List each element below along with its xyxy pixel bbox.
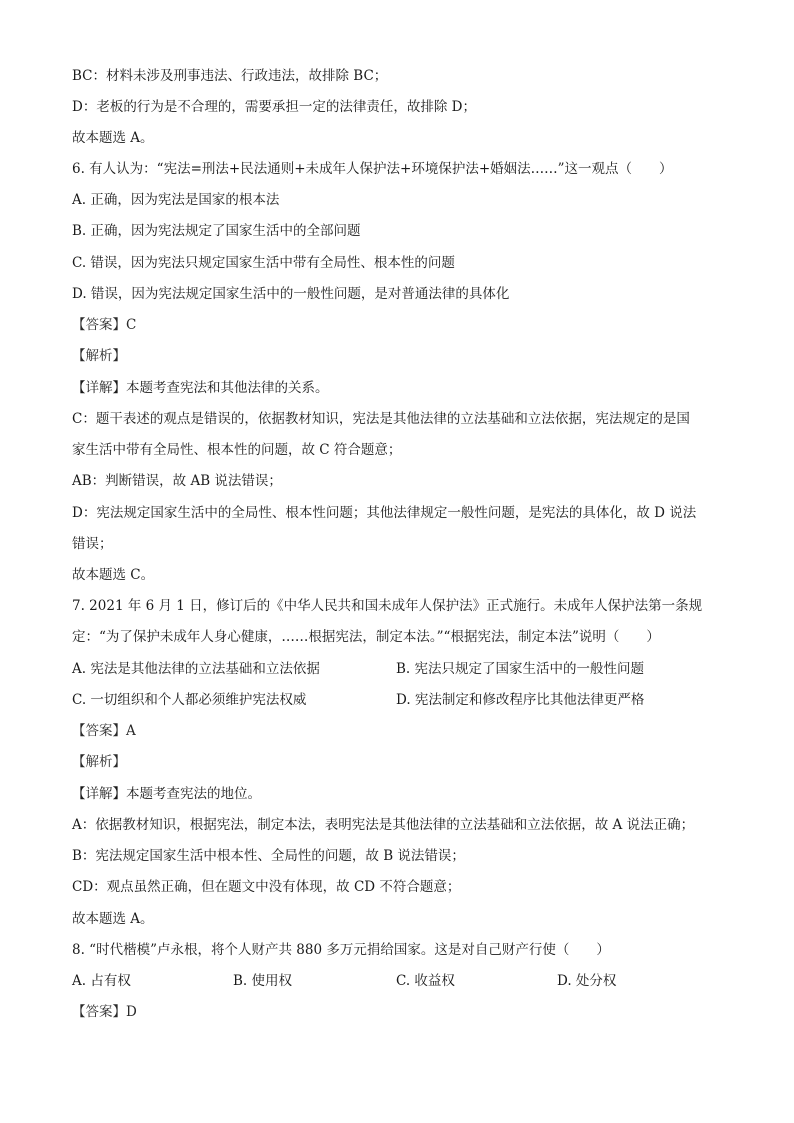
conclusion-line: 故本题选 A。 — [72, 130, 154, 146]
question-6-stem: 6. 有人认为：“宪法=刑法+民法通则+未成年人保护法+环境保护法+婚姻法……”这一观点（ ） — [72, 161, 673, 177]
question-6-detail-heading: 【详解】本题考查宪法和其他法律的关系。 — [72, 380, 329, 396]
question-6-option-b: B. 正确，因为宪法规定了国家生活中的全部问题 — [72, 223, 361, 239]
question-8-option-b: B. 使用权 — [233, 973, 293, 989]
question-7-explanation: CD：观点虽然正确，但在题文中没有体现，故 CD 不符合题意； — [72, 879, 461, 895]
question-8-option-c: C. 收益权 — [396, 973, 455, 989]
question-6-explanation: D：宪法规定国家生活中的全局性、根本性问题；其他法律规定一般性问题，是宪法的具体化，故 D 说法 — [72, 505, 697, 521]
question-6-explanation: 错误； — [72, 536, 113, 552]
question-7-option-b: B. 宪法只规定了国家生活中的一般性问题 — [396, 661, 645, 677]
question-6-answer: 【答案】C — [72, 317, 137, 333]
question-8-option-d: D. 处分权 — [557, 973, 617, 989]
question-7-explanation: B：宪法规定国家生活中根本性、全局性的问题，故 B 说法错误； — [72, 848, 465, 864]
question-7-answer: 【答案】A — [72, 723, 136, 739]
question-7-option-c: C. 一切组织和个人都必须维护宪法权威 — [72, 692, 307, 708]
question-7-option-d: D. 宪法制定和修改程序比其他法律更严格 — [396, 692, 645, 708]
question-8-answer: 【答案】D — [72, 1004, 137, 1020]
question-7-option-a: A. 宪法是其他法律的立法基础和立法依据 — [72, 661, 320, 677]
question-7-detail-heading: 【详解】本题考查宪法的地位。 — [72, 786, 261, 802]
question-6-explanation: 家生活中带有全局性、根本性的问题，故 C 符合题意； — [72, 442, 402, 458]
question-6-explanation: C：题干表述的观点是错误的，依据教材知识，宪法是其他法律的立法基础和立法依据，宪法规定的是国 — [72, 411, 690, 427]
question-6-conclusion: 故本题选 C。 — [72, 567, 155, 583]
question-6-option-a: A. 正确，因为宪法是国家的根本法 — [72, 192, 280, 208]
question-7-analysis-heading: 【解析】 — [72, 754, 126, 770]
question-8-stem: 8. “时代楷模”卢永根，将个人财产共 880 多万元捐给国家。这是对自己财产行使（ ） — [72, 942, 610, 958]
question-6-explanation: AB：判断错误，故 AB 说法错误； — [72, 473, 282, 489]
question-8-option-a: A. 占有权 — [72, 973, 131, 989]
question-7-conclusion: 故本题选 A。 — [72, 911, 154, 927]
question-6-analysis-heading: 【解析】 — [72, 348, 126, 364]
question-6-option-d: D. 错误，因为宪法规定国家生活中的一般性问题，是对普通法律的具体化 — [72, 286, 510, 302]
question-7-explanation: A：依据教材知识，根据宪法，制定本法，表明宪法是其他法律的立法基础和立法依据，故 A 说法正确； — [72, 817, 695, 833]
explanation-line: BC：材料未涉及刑事违法、行政违法，故排除 BC； — [72, 68, 388, 84]
question-6-option-c: C. 错误，因为宪法只规定国家生活中带有全局性、根本性的问题 — [72, 255, 455, 271]
explanation-line: D：老板的行为是不合理的，需要承担一定的法律责任，故排除 D； — [72, 99, 476, 115]
question-7-stem: 7. 2021 年 6 月 1 日，修订后的《中华人民共和国未成年人保护法》正式施行。未成年人保护法第一条规 — [72, 598, 703, 614]
question-7-stem: 定：“为了保护未成年人身心健康，……根据宪法，制定本法。”“根据宪法，制定本法”说明（ ） — [72, 629, 660, 645]
